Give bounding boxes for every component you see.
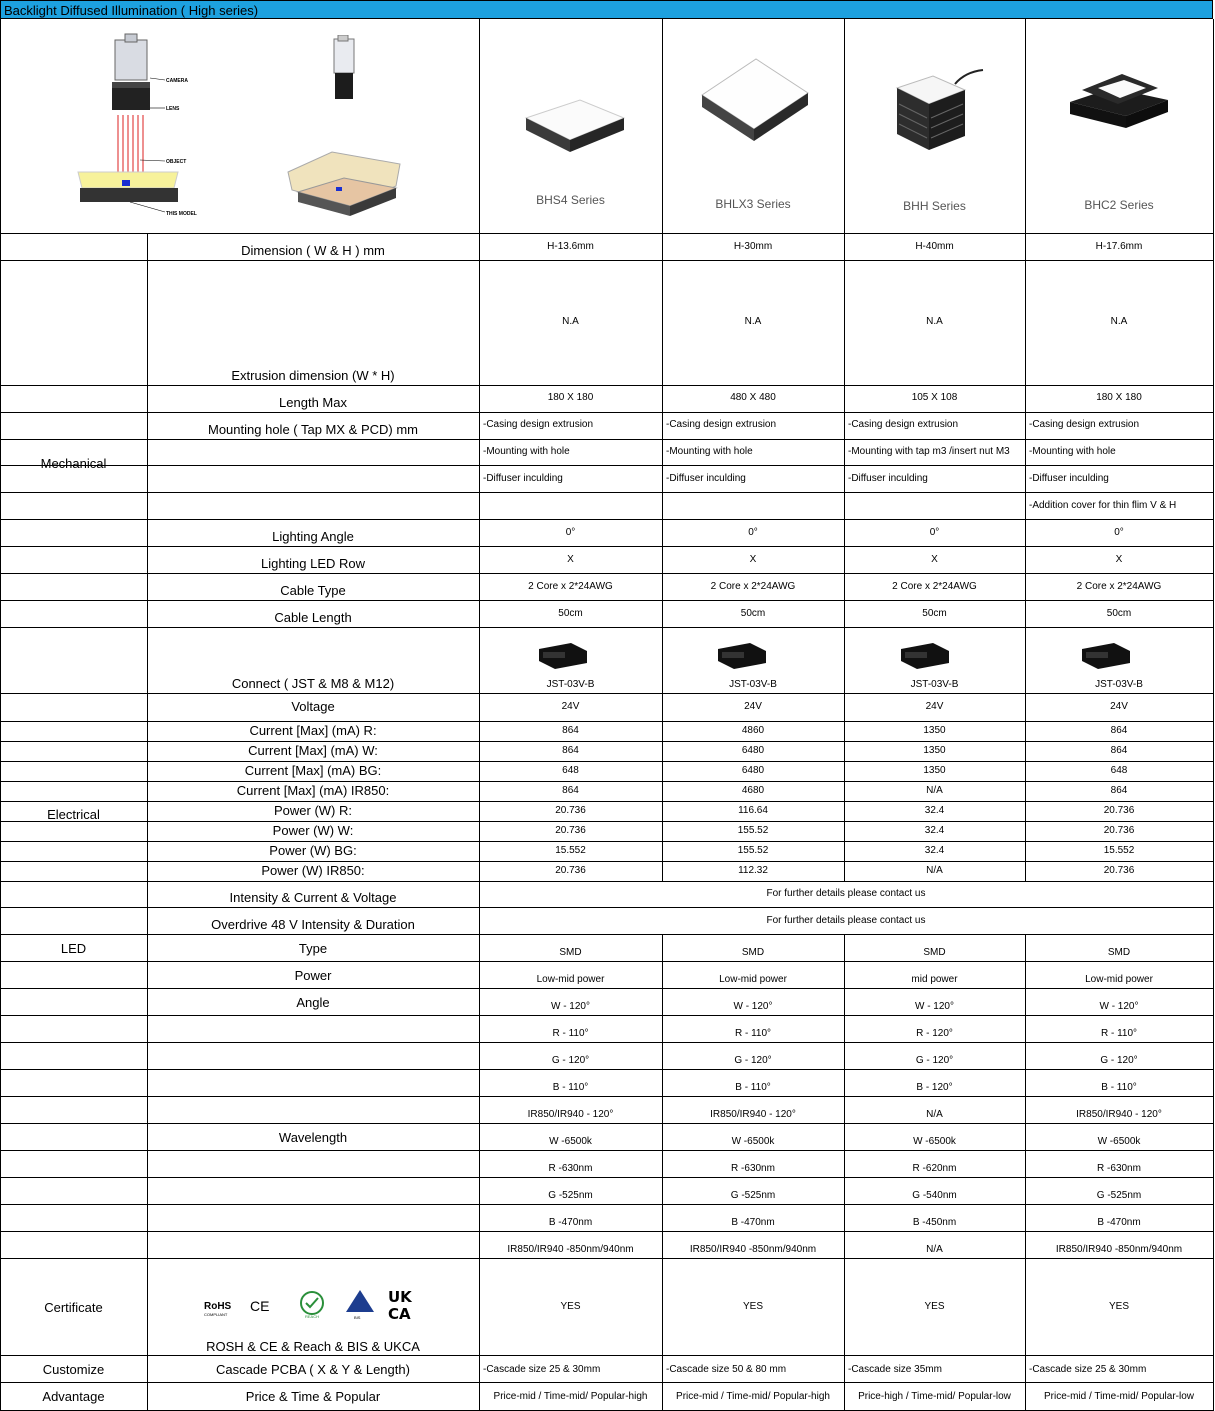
connector-icon <box>899 641 951 671</box>
value-cell: 4680 <box>741 785 765 796</box>
column-divider <box>844 465 845 492</box>
svg-text:CA: CA <box>388 1305 411 1323</box>
value-cell: -Casing design extrusion <box>1029 419 1140 430</box>
row-divider <box>0 1069 1214 1070</box>
category-certificate: Certificate <box>44 1300 103 1315</box>
column-divider <box>662 1355 663 1382</box>
value-cell: 15.552 <box>1103 845 1135 856</box>
value-cell: N/A <box>926 1109 943 1120</box>
connector-icon <box>1080 641 1132 671</box>
category-advantage: Advantage <box>42 1389 105 1404</box>
value-cell: G - 120° <box>915 1055 954 1066</box>
connector-icon <box>716 641 768 671</box>
value-cell: 24V <box>561 701 580 712</box>
series-name: BHLX3 Series <box>715 197 791 211</box>
connector-icon <box>537 641 589 671</box>
value-cell: SMD <box>1107 947 1131 958</box>
row-label: Overdrive 48 V Intensity & Duration <box>211 917 415 932</box>
value-cell: -Diffuser inculding <box>848 473 928 484</box>
row-divider <box>0 821 1214 822</box>
value-cell: G -525nm <box>548 1190 593 1201</box>
value-cell: SMD <box>559 947 582 958</box>
value-cell: JST-03V-B <box>546 679 595 690</box>
value-cell: 864 <box>562 725 579 736</box>
value-cell: B - 120° <box>916 1082 953 1093</box>
row-label: Power (W) IR850: <box>261 863 365 878</box>
row-label: Angle <box>296 995 330 1010</box>
value-cell: IR850/IR940 - 120° <box>1076 1109 1162 1120</box>
row-divider <box>0 233 1214 234</box>
value-cell: -Mounting with hole <box>1029 446 1116 457</box>
column-divider <box>1025 492 1026 519</box>
setup-diagram <box>70 30 200 225</box>
row-divider <box>0 492 1214 493</box>
row-label: Voltage <box>291 699 335 714</box>
value-cell: 32.4 <box>924 845 945 856</box>
value-cell: IR850/IR940 -850nm/940nm <box>689 1244 817 1255</box>
value-cell: 0° <box>565 527 576 538</box>
row-label: Cable Type <box>280 583 346 598</box>
value-cell: 864 <box>1110 745 1128 756</box>
value-cell: -Diffuser inculding <box>483 473 563 484</box>
row-divider <box>0 781 1214 782</box>
row-label: Lighting LED Row <box>260 556 366 571</box>
value-cell: 1350 <box>923 765 946 776</box>
value-cell: W - 120° <box>914 1001 954 1012</box>
value-cell: B - 110° <box>552 1082 589 1093</box>
value-cell: 112.32 <box>738 865 768 876</box>
value-cell: B - 110° <box>735 1082 771 1093</box>
value-cell: 50cm <box>1106 608 1132 619</box>
column-divider <box>479 439 480 465</box>
lens <box>112 88 150 110</box>
row-divider <box>0 1231 1214 1232</box>
column-divider <box>1025 1355 1026 1382</box>
value-cell: -Casing design extrusion <box>848 419 959 430</box>
row-label: Current [Max] (mA) IR850: <box>236 783 390 798</box>
value-cell: N/A <box>926 1244 943 1255</box>
value-cell: R - 110° <box>552 1028 589 1039</box>
series-name: BHH Series <box>903 199 966 213</box>
value-cell: 2 Core x 2*24AWG <box>892 581 977 592</box>
rohs-compliant-text: COMPLIANT <box>204 1312 228 1317</box>
svg-text:BIS: BIS <box>354 1315 361 1320</box>
diagram-label-lens: LENS <box>166 106 180 112</box>
column-divider <box>1213 19 1214 1410</box>
value-cell: 105 X 108 <box>911 392 958 403</box>
value-cell: R - 110° <box>1100 1028 1138 1039</box>
row-divider <box>0 907 1214 908</box>
value-cell: YES <box>560 1300 581 1312</box>
value-cell: N/A <box>926 785 943 796</box>
column-divider <box>479 412 480 439</box>
row-divider <box>0 385 1214 386</box>
value-cell: Low-mid power <box>1085 974 1153 985</box>
value-cell: R - 110° <box>734 1028 772 1039</box>
row-label: Current [Max] (mA) R: <box>249 723 377 738</box>
value-cell: IR850/IR940 -850nm/940nm <box>507 1244 634 1255</box>
value-cell: mid power <box>911 974 958 985</box>
value-cell: 180 X 180 <box>1096 392 1142 403</box>
value-cell: Price-mid / Time-mid/ Popular-high <box>493 1391 648 1402</box>
value-cell: R -620nm <box>912 1163 957 1174</box>
row-divider <box>0 519 1214 520</box>
value-cell: -Cascade size 25 & 30mm <box>483 1364 601 1375</box>
value-cell: 0° <box>748 527 758 538</box>
row-divider <box>0 1177 1214 1178</box>
merged-value: For further details please contact us <box>766 888 926 899</box>
column-divider <box>662 465 663 492</box>
row-label: Power (W) W: <box>272 823 354 838</box>
column-divider <box>1025 439 1026 465</box>
row-divider <box>0 988 1214 989</box>
backlight-illustration <box>284 150 404 222</box>
value-cell: IR850/IR940 - 120° <box>527 1109 614 1120</box>
value-cell: W -6500k <box>913 1136 956 1147</box>
value-cell: 50cm <box>740 608 766 619</box>
column-divider <box>844 412 845 439</box>
row-label: Extrusion dimension (W * H) <box>231 368 395 383</box>
value-cell: -Diffuser inculding <box>1029 473 1109 484</box>
value-cell: 2 Core x 2*24AWG <box>710 581 796 592</box>
row-label: Type <box>298 941 328 956</box>
row-divider <box>0 1355 1214 1356</box>
value-cell: B -470nm <box>548 1217 593 1228</box>
column-divider <box>662 439 663 465</box>
value-cell: 20.736 <box>1103 805 1135 816</box>
value-cell: -Casing design extrusion <box>483 419 594 430</box>
value-cell: W -6500k <box>1097 1136 1141 1147</box>
value-cell: W - 120° <box>1099 1001 1139 1012</box>
value-cell: 1350 <box>923 745 946 756</box>
series-name: BHC2 Series <box>1084 198 1154 212</box>
row-label: Current [Max] (mA) W: <box>248 743 378 758</box>
row-divider <box>0 1258 1214 1259</box>
value-cell: 6480 <box>741 765 765 776</box>
value-cell: R -630nm <box>1097 1163 1141 1174</box>
value-cell: 24V <box>1110 701 1128 712</box>
row-divider <box>0 693 1214 694</box>
camera-body <box>115 40 147 80</box>
value-cell: 2 Core x 2*24AWG <box>1076 581 1162 592</box>
value-cell: G - 120° <box>551 1055 590 1066</box>
value-cell: -Addition cover for thin flim V & H <box>1029 500 1177 511</box>
column-divider <box>479 492 480 519</box>
value-cell: JST-03V-B <box>1095 679 1143 690</box>
column-divider <box>844 1355 845 1382</box>
row-divider <box>0 439 1214 440</box>
row-label: Lighting Angle <box>272 529 354 544</box>
value-cell: N/A <box>926 865 943 876</box>
value-cell: 32.4 <box>924 805 945 816</box>
row-label: Cable Length <box>274 610 352 625</box>
value-cell: B - 110° <box>1101 1082 1137 1093</box>
value-cell: YES <box>1108 1300 1129 1312</box>
value-cell: 20.736 <box>1103 865 1135 876</box>
value-cell: 116.64 <box>738 805 768 816</box>
row-label: Dimension ( W & H ) mm <box>241 243 385 258</box>
value-cell: 648 <box>1110 765 1128 776</box>
value-cell: Price-mid / Time-mid/ Popular-high <box>676 1391 830 1402</box>
camera-illustration <box>326 35 362 103</box>
value-cell: 24V <box>744 701 762 712</box>
column-divider <box>662 492 663 519</box>
value-cell: R - 120° <box>916 1028 953 1039</box>
value-cell: G -525nm <box>730 1190 776 1201</box>
row-label: Price & Time & Popular <box>245 1389 381 1404</box>
row-divider <box>0 721 1214 722</box>
ce-logo: CE <box>250 1298 270 1314</box>
value-cell: 1350 <box>923 725 946 736</box>
svg-text:REACH: REACH <box>305 1314 320 1319</box>
diagram-label-camera: CAMERA <box>166 78 188 84</box>
value-cell: -Casing design extrusion <box>666 419 777 430</box>
category-customize: Customize <box>42 1362 105 1377</box>
product-image-bhh <box>893 64 985 154</box>
value-cell: X <box>931 554 938 565</box>
value-cell: -Cascade size 25 & 30mm <box>1029 1364 1147 1375</box>
value-cell: -Mounting with hole <box>483 446 570 457</box>
value-cell: 155.52 <box>737 845 769 856</box>
row-label: Length Max <box>279 395 347 410</box>
value-cell: 864 <box>1110 785 1128 796</box>
value-cell: 20.736 <box>555 805 586 816</box>
value-cell: 0° <box>1114 527 1124 538</box>
value-cell: G - 120° <box>734 1055 772 1066</box>
column-divider <box>479 1355 480 1382</box>
column-divider <box>844 439 845 465</box>
column-divider <box>1025 412 1026 439</box>
value-cell: G -540nm <box>912 1190 957 1201</box>
row-divider <box>0 1096 1214 1097</box>
value-cell: Low-mid power <box>719 974 787 985</box>
value-cell: 24V <box>925 701 944 712</box>
row-divider <box>0 600 1214 601</box>
product-image-bhlx3 <box>698 55 810 145</box>
product-image-bhs4 <box>522 96 626 156</box>
row-divider <box>0 841 1214 842</box>
value-cell: B -470nm <box>731 1217 775 1228</box>
value-cell: H-17.6mm <box>1095 241 1143 252</box>
value-cell: H-13.6mm <box>547 241 594 252</box>
category-mechanical: Mechanical <box>40 456 107 471</box>
value-cell: 648 <box>562 765 579 776</box>
rohs-logo: RoHS <box>204 1301 232 1312</box>
value-cell: Price-high / Time-mid/ Popular-low <box>858 1391 1011 1402</box>
value-cell: IR850/IR940 -850nm/940nm <box>1055 1244 1183 1255</box>
row-divider <box>0 1150 1214 1151</box>
row-label: Power (W) BG: <box>269 843 357 858</box>
row-divider <box>0 861 1214 862</box>
value-cell: -Diffuser inculding <box>666 473 746 484</box>
column-divider <box>0 19 1 1410</box>
row-divider <box>0 961 1214 962</box>
row-divider <box>0 412 1214 413</box>
value-cell: 20.736 <box>555 825 586 836</box>
sheet-title: Backlight Diffused Illumination ( High series) <box>0 0 1213 19</box>
row-divider <box>0 573 1214 574</box>
value-cell: SMD <box>741 947 765 958</box>
value-cell: 50cm <box>922 608 947 619</box>
product-image-bhc2 <box>1068 68 1170 134</box>
category-led: LED <box>60 941 87 956</box>
value-cell: -Mounting with tap m3 /insert nut M3 <box>848 446 1010 457</box>
value-cell: N.A <box>1110 316 1128 327</box>
value-cell: YES <box>742 1300 763 1312</box>
value-cell: IR850/IR940 - 120° <box>710 1109 796 1120</box>
value-cell: 480 X 480 <box>730 392 776 403</box>
row-label: Intensity & Current & Voltage <box>229 890 397 905</box>
row-divider <box>0 1204 1214 1205</box>
reach-logo <box>301 1292 323 1314</box>
value-cell: R -630nm <box>731 1163 775 1174</box>
value-cell: H-40mm <box>915 241 954 252</box>
value-cell: 0° <box>929 527 940 538</box>
value-cell: 2 Core x 2*24AWG <box>528 581 613 592</box>
object <box>122 180 130 186</box>
value-cell: R -630nm <box>548 1163 593 1174</box>
value-cell: B -470nm <box>1097 1217 1141 1228</box>
value-cell: Price-mid / Time-mid/ Popular-low <box>1043 1391 1195 1402</box>
row-divider <box>0 801 1214 802</box>
value-cell: Low-mid power <box>536 974 605 985</box>
value-cell: W - 120° <box>550 1001 590 1012</box>
value-cell: JST-03V-B <box>729 679 777 690</box>
row-divider <box>0 761 1214 762</box>
value-cell: JST-03V-B <box>910 679 959 690</box>
category-electrical: Electrical <box>47 807 100 822</box>
row-label: Current [Max] (mA) BG: <box>244 763 382 778</box>
row-label: Power (W) R: <box>274 803 352 818</box>
value-cell: 32.4 <box>924 825 945 836</box>
value-cell: -Mounting with hole <box>666 446 753 457</box>
bis-logo <box>346 1290 374 1312</box>
row-divider <box>0 627 1214 628</box>
value-cell: 15.552 <box>555 845 586 856</box>
value-cell: 864 <box>1110 725 1128 736</box>
value-cell: 4860 <box>741 725 765 736</box>
value-cell: X <box>1115 554 1123 565</box>
merged-value: For further details please contact us <box>766 915 926 926</box>
value-cell: N.A <box>562 316 579 327</box>
ukca-logo: UK <box>388 1288 412 1306</box>
row-divider <box>0 1123 1214 1124</box>
row-divider <box>0 934 1214 935</box>
row-label: ROSH & CE & Reach & BIS & UKCA <box>206 1339 420 1354</box>
value-cell: 20.736 <box>555 865 586 876</box>
value-cell: 20.736 <box>1103 825 1135 836</box>
row-label: Power <box>294 968 332 983</box>
value-cell: -Cascade size 35mm <box>848 1364 942 1375</box>
backlight-model <box>80 188 178 202</box>
row-divider <box>0 260 1214 261</box>
certificate-logos <box>200 1286 430 1326</box>
value-cell: -Cascade size 50 & 80 mm <box>666 1364 787 1375</box>
value-cell: 6480 <box>741 745 765 756</box>
value-cell: G - 120° <box>1100 1055 1138 1066</box>
value-cell: N.A <box>744 316 762 327</box>
row-label: Connect ( JST & M8 & M12) <box>231 676 395 691</box>
value-cell: X <box>567 554 574 565</box>
value-cell: B -450nm <box>912 1217 957 1228</box>
column-divider <box>479 465 480 492</box>
value-cell: 155.52 <box>737 825 769 836</box>
value-cell: W -6500k <box>549 1136 592 1147</box>
column-divider <box>844 492 845 519</box>
column-divider <box>662 412 663 439</box>
diagram-label-object: OBJECT <box>166 159 187 165</box>
value-cell: 50cm <box>558 608 583 619</box>
value-cell: H-30mm <box>733 241 773 252</box>
row-divider <box>0 546 1214 547</box>
series-name: BHS4 Series <box>536 193 605 207</box>
row-divider <box>0 1042 1214 1043</box>
row-label: Mounting hole ( Tap MX & PCD) mm <box>208 422 418 437</box>
row-divider <box>0 741 1214 742</box>
row-divider <box>0 881 1214 882</box>
value-cell: SMD <box>923 947 946 958</box>
value-cell: X <box>749 554 757 565</box>
value-cell: YES <box>924 1300 945 1312</box>
row-label: Cascade PCBA ( X & Y & Length) <box>216 1362 410 1377</box>
value-cell: W -6500k <box>731 1136 775 1147</box>
row-divider <box>0 1015 1214 1016</box>
diagram-label-this-model: THIS MODEL <box>166 211 197 217</box>
value-cell: 864 <box>562 745 579 756</box>
value-cell: 864 <box>562 785 579 796</box>
value-cell: N.A <box>926 316 943 327</box>
row-label: Wavelength <box>278 1130 348 1145</box>
row-divider <box>0 1382 1214 1383</box>
column-divider <box>1025 465 1026 492</box>
value-cell: 180 X 180 <box>547 392 594 403</box>
value-cell: G -525nm <box>1096 1190 1142 1201</box>
row-divider <box>0 465 1214 466</box>
value-cell: W - 120° <box>733 1001 773 1012</box>
